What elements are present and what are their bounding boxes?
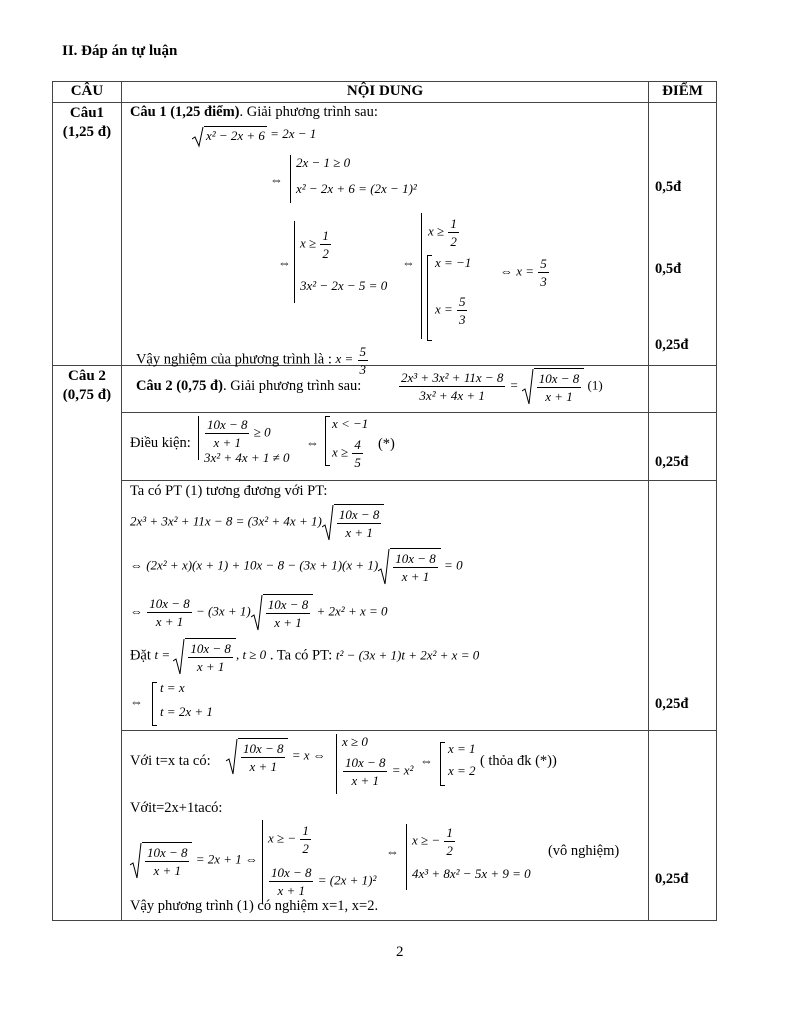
q1-title-rest: . Giải phương trình sau: [239,104,378,120]
q1-score-2: 0,5đ [655,261,682,277]
q1-conclusion: Vậy nghiệm của phương trình là : [135,351,332,368]
q1-equiv1: ⇔ [269,172,283,187]
header-cau: CÂU [53,82,122,103]
q2-label-line1: Câu 2 [68,368,106,384]
q2-label-line2: (0,75 đ) [62,387,112,403]
header-diem: ĐIỂM [649,82,717,103]
q1-label-line1: Câu1 [69,105,105,121]
q1-label [53,103,122,366]
q2-eq-number: (1) [587,377,603,393]
q1-title: Câu 1 (1,25 điểm) [129,104,240,120]
q2-ta-co: Ta có PT (1) tương đương với PT: [129,483,328,499]
q1-score-1: 0,5đ [655,179,682,195]
q1-score-3: 0,25đ [655,337,689,353]
q1-label-line2: (1,25 đ) [62,124,112,140]
q1-equation: x² − 2x + 6 = 2x − 1 [192,126,316,144]
page-number: 2 [396,944,404,960]
q2-content: Câu 2 (0,75 đ). Giải phương trình sau: $\frac{\text{2x³ + 3x² + 11x − 8}}{\text{3x² + 4x + 1}}$ = $\frac{10x - 8}{x + 1}$ (1) Điều kiện: $\frac{10x - 8}{x + 1}$ ≥ 0 3x² + 4x + 1 ≠ 0 ⇔ x < −1 x ≥ $\frac{4}{5}$ (*) Ta có PT (1) tương đương với PT: 2x³ + 3x² + 11x − 8 = (3x² + 4x + 1) $\frac{10x - 8}{x + 1}$ ⇔ (2x² + x)(x + 1) + 10x − 8 − (3x + 1)(x + 1) $\frac{10x - 8}{x + 1}$ = 0 ⇔ $\frac{10x - 8}{x + 1}$ − (3x + 1) $\frac{10x - 8}{x + 1}$ + 2x² + x = 0 Đặt t = $\frac{10x - 8}{x + 1}$ , t ≥ 0 . Ta có PT: t² − (3x + 1)t + 2x² + x = 0 ⇔ t = x t = 2x + 1 Với t=x ta có: $\frac{10x - 8}{x + 1}$ = x ⇔ x ≥ 0 $\frac{10x - 8}{x + 1}$ = x² ⇔ x = 1 x = 2 ( thỏa đk (*)) Vớit=2x+1tacó: $\frac{10x - 8}{x + 1}$ = 2x + 1 ⇔ x ≥ − $\frac{1}{2}$ $\frac{10x - 8}{x + 1}$ = (2x + 1)² ⇔ x ≥ − $\frac{1}{2}$ 4x³ + 8x² − 5x + 9 = 0 (vô nghiệm) Vậy phương trình (1) có nghiệm x=1, x=2. [121,366,648,921]
q2-voi-tx: Với t=x ta có: [129,753,211,769]
q2-title: Câu 2 (0,75 đ) [135,378,223,394]
q2-vo-nghiem: (vô nghiệm) [547,843,620,859]
section-heading: II. Đáp án tự luận [62,43,178,59]
q2-ta-co-pt: . Ta có PT: [269,647,333,664]
q2-score-1: 0,25đ [655,454,689,470]
q2-equation: $\frac{\text{2x³ + 3x² + 11x − 8}}{\text{3x² + 4x + 1}}$ = $\frac{10x - 8}{x + 1}$ (1) [400,370,603,404]
q2-dat: Đặt [129,647,151,664]
q2-thoa-dk: ( thỏa đk (*)) [479,753,557,769]
header-noidung: NỘI DUNG [121,82,648,103]
q2-score-2: 0,25đ [655,696,689,712]
q2-conclusion: Vậy phương trình (1) có nghiệm x=1, x=2. [129,898,379,914]
answer-table [52,81,717,921]
q2-title-rest: . Giải phương trình sau: [222,378,362,394]
q1-scores [649,103,717,366]
q2-score-3: 0,25đ [655,871,689,887]
q2-label [53,366,122,921]
q2-voi-t2x: Vớit=2x+1tacó: [129,800,223,816]
q1-content: Câu 1 (1,25 điểm). Giải phương trình sau: x² − 2x + 6 = 2x − 1 ⇔ 2x − 1 ≥ 0 x² − 2x + 6 = (2x − 1)² ⇔ x ≥ $\frac{1}{2}$ 3x² − 2x − 5 = 0 ⇔ x ≥ $\frac{1}{2}$ x = −1 x = $\frac{5}{3}$ ⇔ x = $\frac{5}{3}$ Vậy nghiệm của phương trình là : x = $\frac{5}{3}$ [121,103,648,366]
q2-star: (*) [377,436,395,452]
q2-scores [649,366,717,921]
q2-condition-label: Điều kiện: [129,435,191,451]
